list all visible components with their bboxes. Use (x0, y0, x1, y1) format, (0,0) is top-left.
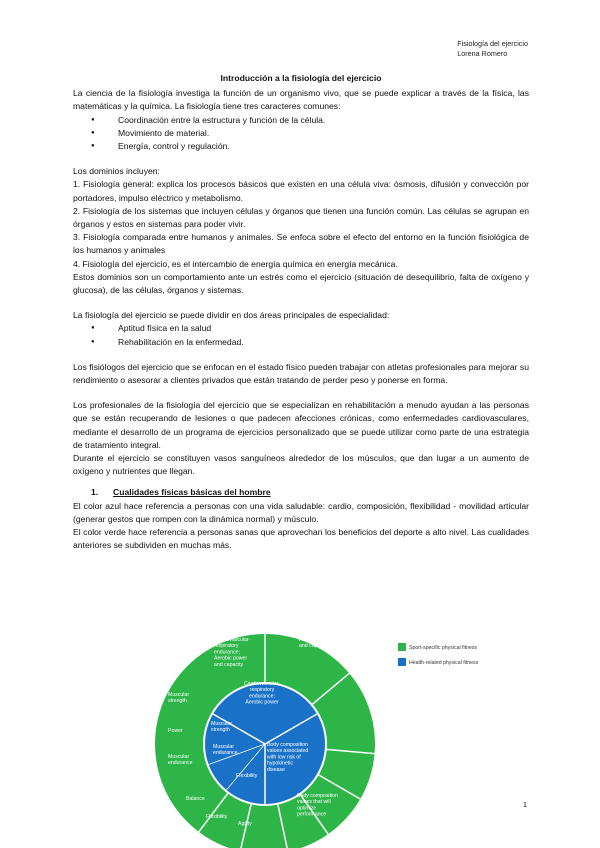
paragraph-green: El color verde hace referencia a personas sanas que aprovechan los beneficios del deporte a alto nivel. Las cualidades anteriores se subdividen en muchas más. (73, 527, 529, 551)
domains-outro: Estos dominios son un comportamiento ante un estrés como el ejercicio (situación de desequilibrio, falta de oxígeno y glucosa), de las células, órganos y sistemas. (73, 271, 529, 296)
list-item: ● Coordinación entre la estructura y función de la célula. (73, 114, 529, 127)
document-body (73, 72, 529, 553)
page-number: 1 (522, 800, 527, 809)
legend-label: Health-related physical fitness (409, 660, 479, 666)
document-title: Introducción a la fisiología del ejercicio (220, 73, 382, 83)
characters-list (73, 114, 529, 154)
section-heading (73, 486, 529, 499)
section-title: Cualidades físicas básicas del hombre (113, 487, 271, 498)
outer-label: Muscular strength (168, 692, 190, 705)
inner-label: Muscular strength (211, 721, 233, 734)
domain-item: 2. Fisiología de los sistemas que incluyen células y órganos que tienen una función común. Las células se agrupan en órganos y estos en sistemas para poder vivir. (73, 205, 529, 230)
list-item: ● Energía, control y regulación. (73, 140, 529, 153)
legend-swatch (398, 658, 406, 666)
list-item: ● Movimiento de material. (73, 127, 529, 140)
page-header (457, 39, 528, 59)
inner-label: Muscular endurance (213, 744, 238, 757)
domain-item: 4. Fisiología del ejercicio, es el intercambio de energía química en energía mecánica. (73, 258, 398, 269)
paragraph-fitness: Los fisiólogos del ejercicio que se enfocan en el estado físico pueden trabajar con atletas profesionales para mejorar su rendimiento o asesorar a clientes privados que están tratando de perder peso y ponerse en forma. (73, 361, 529, 386)
outer-label: Body composition values that will optimize performance (297, 793, 338, 818)
inner-label: Body composition values associated with low risk of hypokinetic disease (267, 742, 309, 773)
areas-intro: La fisiología del ejercicio se puede dividir en dos áreas principales de especialidad: (73, 310, 390, 321)
domains-intro: Los dominios incluyen: (73, 166, 160, 177)
paragraph-vessels: Durante el ejercicio se constituyen vasos sanguíneos alrededor de los músculos, que dan lugar a un aumento de oxígeno y nutrientes que llegan. (73, 453, 529, 477)
list-item: ● Aptitud física en la salud (73, 322, 529, 335)
outer-label: Power (168, 728, 183, 734)
inner-label: Flexibility (236, 773, 258, 779)
paragraph-blue: El color azul hace referencia a personas con una vida saludable: cardio, composición, flexibilidad - movilidad articular (generar gestos que rompen con la dinámica normal) y músculo. (73, 500, 529, 524)
list-item: ● Rehabilitación en la enfermedad. (73, 336, 529, 349)
paragraph-rehabilitation: Los profesionales de la fisiología del ejercicio que se especializan en rehabilitación a menudo ayudan a las personas que se están recuperando de lesiones o que padecen afecciones crónicas, como enfermedades cardiovasculares, mediante el desarrollo de un programa de ejercicios personalizado que se puede utilizar como parte de una estrategia de tratamiento integral. (73, 400, 529, 450)
legend-label: Sport-specific physical fitness (409, 645, 478, 651)
outer-label: Anaerobic power and capacity (299, 637, 338, 650)
outer-label: Balance (186, 796, 205, 802)
outer-label: Flexibility (206, 814, 228, 820)
header-subject: Fisiología del ejercicio (457, 39, 528, 48)
domain-item: 3. Fisiología comparada entre humanos y animales. Se enfoca sobre el efecto del entorno en la función fisiológica de los humanos y animales (73, 232, 529, 256)
inner-label: Cardiovascular-respiratory endurance; Aerobic power (243, 681, 281, 706)
legend-swatch (398, 643, 406, 651)
header-author: Lorena Romero (457, 49, 508, 58)
fitness-wheel-diagram (0, 616, 600, 848)
section-number: 1. (91, 487, 99, 498)
areas-list (73, 322, 529, 348)
intro-paragraph: La ciencia de la fisiología investiga la función de un organismo vivo, que se puede explicar a través de la física, las matemáticas y la química. La fisiología tiene tres caracteres comunes: (73, 88, 529, 112)
domain-item: 1. Fisiología general: explica los procesos básicos que existen en una célula viva: ósmosis, difusión y convección por portadores, impulso eléctrico y metabolismo. (73, 179, 529, 203)
outer-label: Muscular endurance (168, 754, 193, 767)
outer-label: Agility (238, 821, 252, 827)
outer-label: Cardiovascular-respiratory endurance; Aerobic power and capacity (214, 637, 251, 668)
